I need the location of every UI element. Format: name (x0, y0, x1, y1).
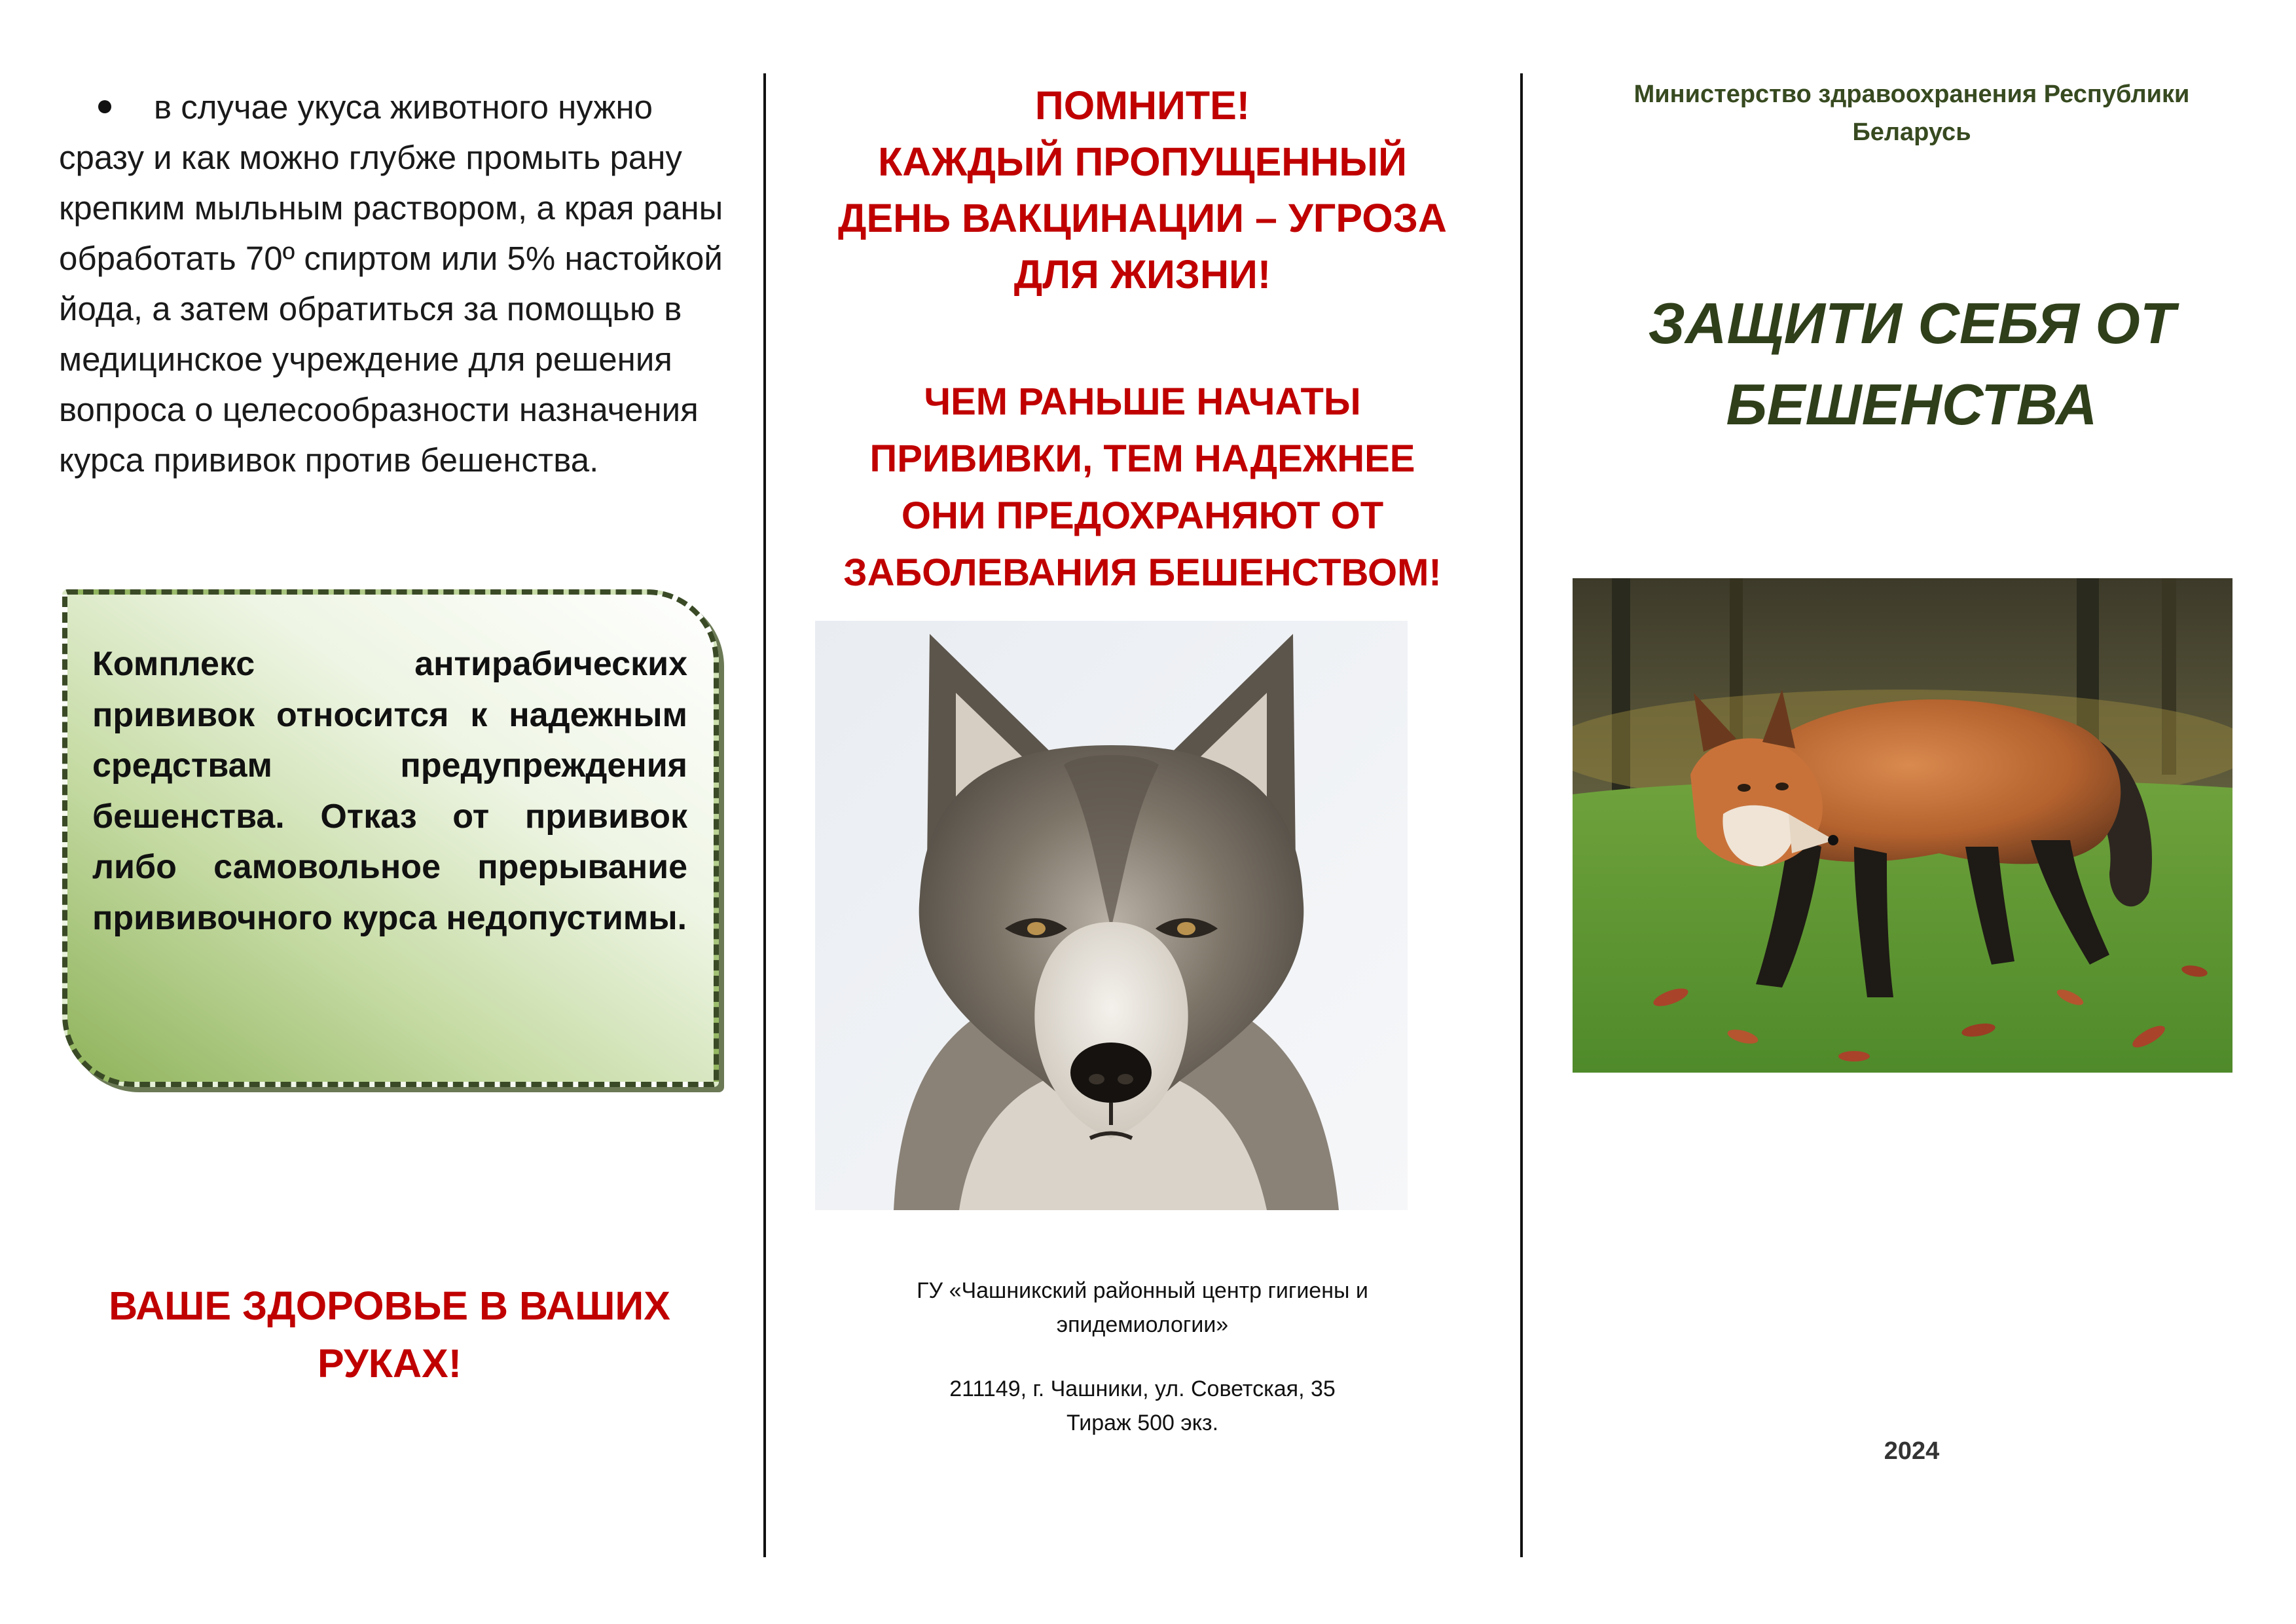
title-line: БЕШЕНСТВА (1726, 372, 2098, 437)
organization-line: ГУ «Чашникский районный центр гигиены и (917, 1278, 1368, 1303)
bullet-icon (98, 100, 111, 113)
remember-warning (779, 77, 1506, 303)
fold-divider-left (763, 73, 766, 1557)
early-line: ЧЕМ РАНЬШЕ НАЧАТЫ (924, 380, 1361, 423)
title-line: ЗАЩИТИ СЕБЯ ОТ (1648, 291, 2176, 356)
ministry-line: Беларусь (1852, 119, 1971, 146)
organization-line: эпидемиологии» (1056, 1312, 1229, 1337)
bite-instructions-text: в случае укуса животного нужно сразу и как можно глубже промыть рану крепким мыльным раствором, а края раны обработать 70º спиртом или 5% настойкой йода, а затем обратиться за помощью в медицинское учреждение для решения вопроса о целесообразности назначения курса прививок против бешенства. (59, 88, 723, 479)
remember-line: ДЕНЬ ВАКЦИНАЦИИ – УГРОЗА (838, 196, 1447, 240)
vaccine-info-text: Комплекс антирабических прививок относится к надежным средствам предупреждения бешенства. Отказ от прививок либо самовольное прерывание прививочного курса недопустимы. (92, 645, 687, 937)
remember-line: КАЖДЫЙ ПРОПУЩЕННЫЙ (878, 139, 1407, 184)
remember-line: ПОМНИТЕ! (1034, 83, 1250, 128)
organization-address: 211149, г. Чашники, ул. Советская, 35 (949, 1376, 1336, 1401)
fold-divider-right (1520, 73, 1523, 1557)
bite-instructions (59, 82, 727, 485)
fox-photo (1573, 578, 2232, 1073)
organization-name (773, 1274, 1512, 1342)
ministry-title (1552, 75, 2272, 151)
early-line: ПРИВИВКИ, ТЕМ НАДЕЖНЕЕ (869, 437, 1415, 480)
wolf-photo (815, 621, 1408, 1210)
remember-line: ДЛЯ ЖИЗНИ! (1013, 252, 1271, 297)
early-line: ЗАБОЛЕВАНИЯ БЕШЕНСТВОМ! (843, 551, 1442, 594)
health-slogan: ВАШЕ ЗДОРОВЬЕ В ВАШИХ РУКАХ! (109, 1283, 670, 1386)
publication-year: 2024 (1884, 1437, 1940, 1465)
early-line: ОНИ ПРЕДОХРАНЯЮТ ОТ (901, 494, 1384, 537)
vaccine-info-box (62, 589, 719, 1087)
brochure-title (1552, 283, 2272, 445)
early-vaccination-warning (779, 373, 1506, 601)
ministry-line: Министерство здравоохранения Республики (1633, 81, 2190, 108)
print-run: Тираж 500 экз. (1066, 1411, 1219, 1435)
